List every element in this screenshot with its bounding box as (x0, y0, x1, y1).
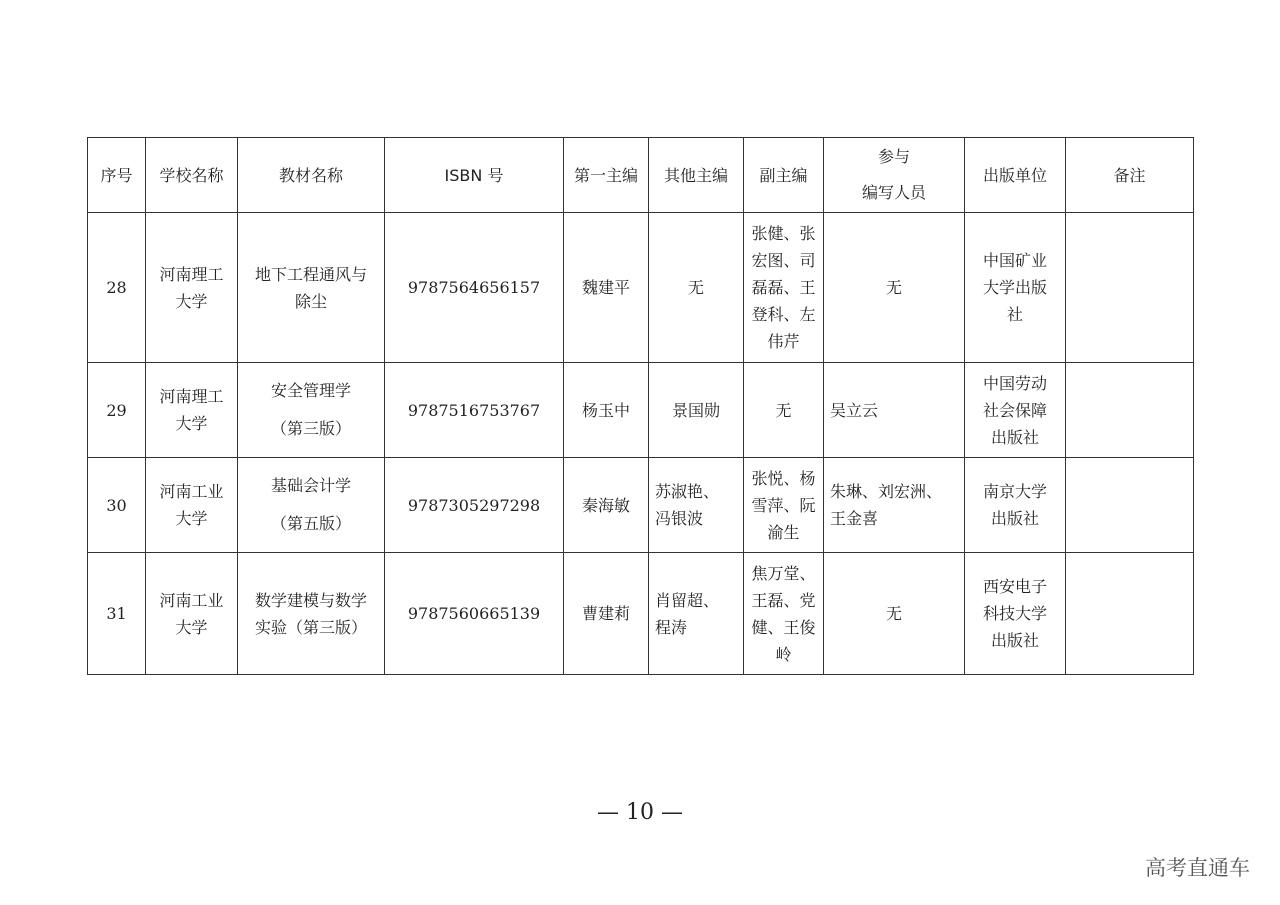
cell-school-line: 河南工业 (159, 482, 224, 501)
cell-publisher (965, 363, 1066, 458)
cell-publisher-line: 大学出版 (982, 278, 1047, 297)
cell-other-editors-line: 肖留超、 (655, 590, 720, 610)
cell-other-editors (649, 458, 744, 553)
cell-school-line: 大学 (175, 509, 208, 528)
textbook-table (87, 137, 1194, 675)
cell-participants (824, 553, 965, 675)
cell-first-editor: 秦海敏 (564, 458, 649, 553)
header-publisher: 出版单位 (965, 138, 1066, 213)
cell-publisher-line: 中国劳动 (982, 373, 1047, 393)
cell-publisher-line: 西安电子 (982, 577, 1047, 596)
cell-deputy-editor-line: 无 (775, 400, 792, 420)
header-participants-line1: 参与 (877, 147, 910, 166)
cell-isbn: 9787305297298 (385, 458, 564, 553)
cell-participants-line: 朱琳、刘宏洲、 (830, 482, 943, 501)
cell-school (146, 363, 238, 458)
cell-school (146, 458, 238, 553)
cell-school-line: 河南理工 (159, 387, 224, 406)
cell-participants-line: 王金喜 (830, 509, 879, 528)
cell-deputy-editor-line: 张悦、杨 (751, 468, 816, 488)
table-row (88, 553, 1194, 675)
cell-deputy-editor-line: 伟芹 (767, 332, 800, 351)
cell-textbook (238, 458, 385, 553)
cell-remarks (1066, 553, 1194, 675)
cell-other-editors-line: 冯银波 (655, 509, 704, 528)
header-school: 学校名称 (146, 138, 238, 213)
cell-deputy-editor-line: 登科、左 (751, 305, 816, 324)
cell-deputy-editor-line: 健、王俊 (751, 617, 816, 637)
cell-remarks (1066, 363, 1194, 458)
cell-publisher (965, 553, 1066, 675)
cell-school-line: 河南工业 (159, 590, 224, 610)
header-seq: 序号 (88, 138, 146, 213)
cell-other-editors-line: 景国勋 (671, 400, 720, 420)
textbook-table-container (87, 137, 1193, 675)
cell-textbook-line: （第三版） (270, 419, 351, 438)
cell-school-line: 河南理工 (159, 264, 224, 284)
cell-publisher (965, 213, 1066, 363)
cell-participants (824, 458, 965, 553)
cell-deputy-editor (744, 213, 824, 363)
cell-participants-line: 无 (885, 278, 902, 297)
cell-textbook (238, 363, 385, 458)
cell-deputy-editor-line: 焦万堂、 (751, 563, 816, 583)
cell-publisher-line: 科技大学 (982, 604, 1047, 623)
cell-publisher-line: 出版社 (990, 631, 1039, 650)
cell-school-line: 大学 (175, 291, 208, 311)
cell-deputy-editor-line: 张健、张 (751, 224, 816, 243)
cell-other-editors-line: 苏淑艳、 (655, 482, 720, 501)
cell-textbook (238, 553, 385, 675)
header-first-editor: 第一主编 (564, 138, 649, 213)
cell-deputy-editor-line: 雪萍、阮 (751, 495, 816, 515)
cell-participants (824, 363, 965, 458)
header-other-editors: 其他主编 (649, 138, 744, 213)
cell-deputy-editor-line: 渝生 (767, 522, 800, 542)
cell-publisher-line: 社 (1006, 305, 1023, 324)
cell-deputy-editor-line: 宏图、司 (751, 251, 816, 270)
cell-textbook-line: 实验（第三版） (254, 617, 367, 637)
cell-textbook-line: 基础会计学 (270, 476, 351, 495)
cell-participants-line: 无 (885, 604, 902, 623)
cell-seq: 30 (88, 458, 146, 553)
cell-publisher-line: 南京大学 (982, 482, 1047, 501)
watermark-text: 高考直通车 (1145, 856, 1250, 880)
header-textbook: 教材名称 (238, 138, 385, 213)
cell-textbook-line: 除尘 (294, 291, 327, 311)
cell-school (146, 213, 238, 363)
cell-deputy-editor (744, 553, 824, 675)
cell-seq: 29 (88, 363, 146, 458)
header-remarks: 备注 (1066, 138, 1194, 213)
cell-other-editors (649, 553, 744, 675)
cell-other-editors (649, 213, 744, 363)
cell-remarks (1066, 213, 1194, 363)
table-row (88, 458, 1194, 553)
header-deputy-editor: 副主编 (744, 138, 824, 213)
table-header-row (88, 138, 1194, 213)
header-participants-line2: 编写人员 (861, 183, 926, 202)
table-row (88, 363, 1194, 458)
cell-first-editor: 曹建莉 (564, 553, 649, 675)
cell-publisher-line: 中国矿业 (982, 251, 1047, 270)
cell-deputy-editor (744, 458, 824, 553)
cell-deputy-editor-line: 磊磊、王 (751, 278, 816, 297)
header-participants (824, 138, 965, 213)
cell-school (146, 553, 238, 675)
cell-textbook (238, 213, 385, 363)
cell-other-editors-line: 程涛 (655, 617, 688, 637)
cell-seq: 31 (88, 553, 146, 675)
cell-deputy-editor-line: 岭 (775, 644, 792, 664)
cell-publisher-line: 出版社 (990, 509, 1039, 528)
cell-school-line: 大学 (175, 617, 208, 637)
cell-publisher-line: 出版社 (990, 427, 1039, 447)
cell-isbn: 9787564656157 (385, 213, 564, 363)
cell-textbook-line: 数学建模与数学 (254, 590, 367, 610)
header-isbn: ISBN 号 (385, 138, 564, 213)
table-row (88, 213, 1194, 363)
cell-other-editors (649, 363, 744, 458)
cell-textbook-line: 安全管理学 (270, 381, 351, 400)
cell-isbn: 9787560665139 (385, 553, 564, 675)
page-number: — 10 — (597, 800, 683, 825)
cell-deputy-editor (744, 363, 824, 458)
cell-deputy-editor-line: 王磊、党 (751, 590, 816, 610)
cell-publisher-line: 社会保障 (982, 400, 1047, 420)
cell-publisher (965, 458, 1066, 553)
cell-seq: 28 (88, 213, 146, 363)
cell-participants-line: 吴立云 (830, 400, 879, 420)
cell-textbook-line: （第五版） (270, 514, 351, 533)
cell-participants (824, 213, 965, 363)
cell-remarks (1066, 458, 1194, 553)
cell-first-editor: 魏建平 (564, 213, 649, 363)
cell-first-editor: 杨玉中 (564, 363, 649, 458)
cell-other-editors-line: 无 (687, 278, 704, 297)
cell-isbn: 9787516753767 (385, 363, 564, 458)
cell-school-line: 大学 (175, 414, 208, 433)
cell-textbook-line: 地下工程通风与 (254, 264, 367, 284)
